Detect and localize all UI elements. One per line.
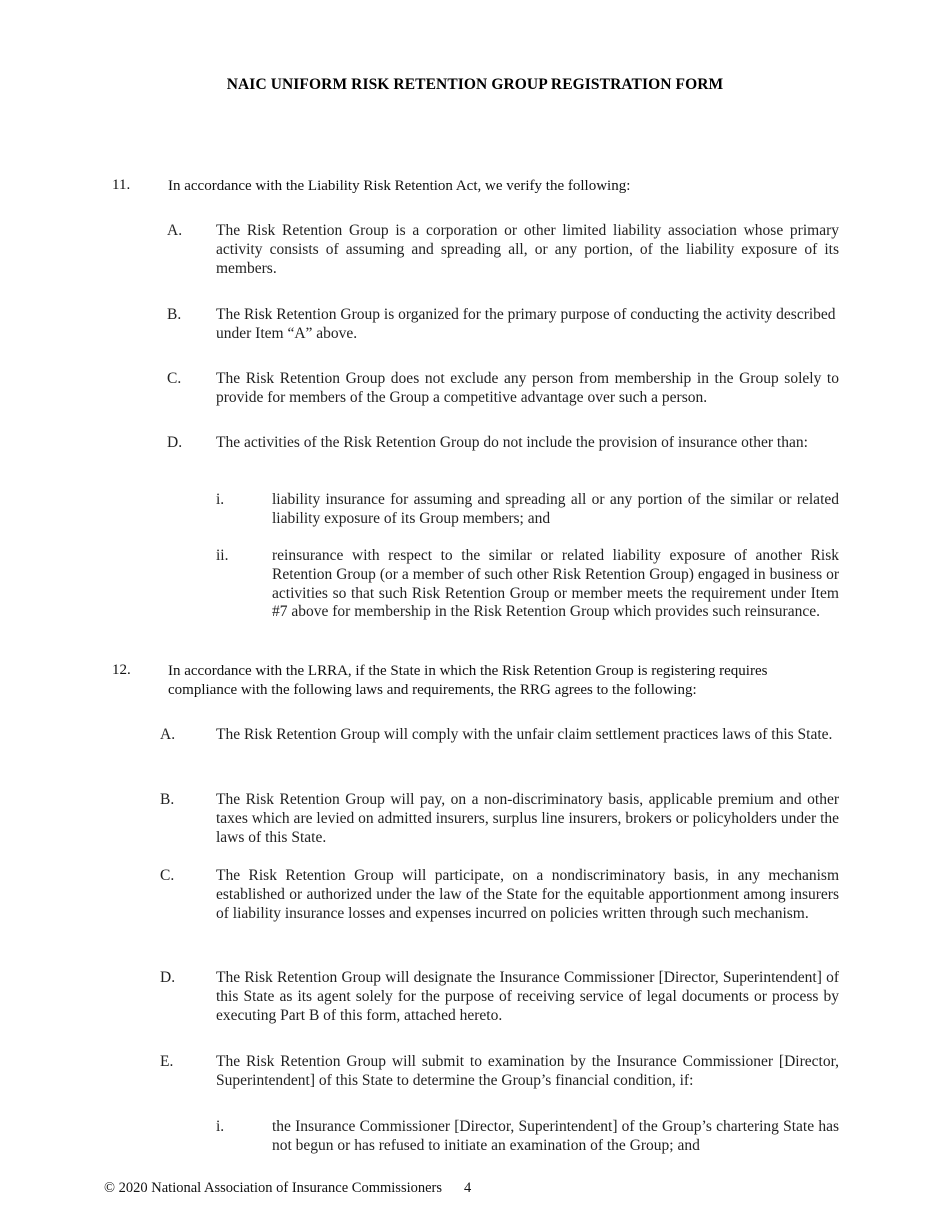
section-11-number: 11. bbox=[112, 177, 131, 193]
section-11-item-d-label: D. bbox=[167, 434, 183, 451]
section-12-item-b-label: B. bbox=[160, 791, 175, 808]
section-11-item-b-text: The Risk Retention Group is organized for the primary purpose of conducting the activity described under Item “A” above. bbox=[216, 306, 836, 342]
copyright-notice: © 2020 National Association of Insurance Commissioners bbox=[104, 1180, 443, 1196]
page-number: 4 bbox=[464, 1180, 472, 1196]
section-12-item-a-label: A. bbox=[160, 726, 176, 743]
section-12-item-c-text: The Risk Retention Group will participate, on a nondiscriminatory basis, in any mechanism established or authorized under the law of the State for the equitable apportionment among insurers of liability insurance losses and expenses incurred on policies written through such mechanism. bbox=[216, 867, 839, 922]
section-12-item-d-text: The Risk Retention Group will designate the Insurance Commissioner [Director, Superintendent] of this State as its agent solely for the purpose of receiving service of legal documents or process by executing Part B of this form, attached hereto. bbox=[216, 969, 839, 1024]
section-11-subitem-ii-text: reinsurance with respect to the similar or related liability exposure of another Risk Retention Group (or a member of such other Risk Retention Group) engaged in business or activities so that such Risk Retention Group or member meets the requirement under Item #7 above for membership in the Risk Retention Group which provides such reinsurance. bbox=[272, 547, 839, 621]
page-title: NAIC UNIFORM RISK RETENTION GROUP REGISTRATION FORM bbox=[226, 76, 724, 93]
section-11-item-c-text: The Risk Retention Group does not exclude any person from membership in the Group solely to provide for members of the Group a competitive advantage over such a person. bbox=[216, 370, 839, 406]
section-12-item-d-label: D. bbox=[160, 969, 176, 986]
section-12-subitem-i-label: i. bbox=[216, 1118, 225, 1135]
section-11-intro: In accordance with the Liability Risk Retention Act, we verify the following: bbox=[168, 178, 631, 194]
section-12-item-c-label: C. bbox=[160, 867, 175, 884]
section-12-subitem-i-text: the Insurance Commissioner [Director, Superintendent] of the Group’s chartering State has not begun or has refused to initiate an examination of the Group; and bbox=[272, 1118, 839, 1154]
section-11-item-d-text: The activities of the Risk Retention Group do not include the provision of insurance other than: bbox=[216, 434, 808, 451]
section-11-item-a-label: A. bbox=[167, 222, 183, 239]
section-11-item-a-text: The Risk Retention Group is a corporation or other limited liability association whose primary activity consists of assuming and spreading all, or any portion, of the liability exposure of its members. bbox=[216, 222, 839, 277]
section-11-subitem-ii-label: ii. bbox=[216, 547, 229, 564]
section-12-item-e-label: E. bbox=[160, 1053, 174, 1070]
section-12-item-b-text: The Risk Retention Group will pay, on a non-discriminatory basis, applicable premium and other taxes which are levied on admitted insurers, surplus line insurers, brokers or policyholders under the laws of this State. bbox=[216, 791, 839, 846]
section-12-number: 12. bbox=[112, 662, 131, 678]
section-12-item-e-text: The Risk Retention Group will submit to examination by the Insurance Commissioner [Director, Superintendent] of this State to determine the Group’s financial condition, if: bbox=[216, 1053, 839, 1089]
section-11-subitem-i-text: liability insurance for assuming and spreading all or any portion of the similar or related liability exposure of its Group members; and bbox=[272, 491, 839, 527]
section-11-item-c-label: C. bbox=[167, 370, 182, 387]
section-11-subitem-i-label: i. bbox=[216, 491, 225, 508]
section-11-item-b-label: B. bbox=[167, 306, 182, 323]
section-12-intro: In accordance with the LRRA, if the State in which the Risk Retention Group is registering requires compliance with the following laws and requirements, the RRG agrees to the following: bbox=[168, 663, 768, 698]
page-footer bbox=[104, 1180, 471, 1197]
section-12-item-a-text: The Risk Retention Group will comply with the unfair claim settlement practices laws of this State. bbox=[216, 726, 833, 743]
